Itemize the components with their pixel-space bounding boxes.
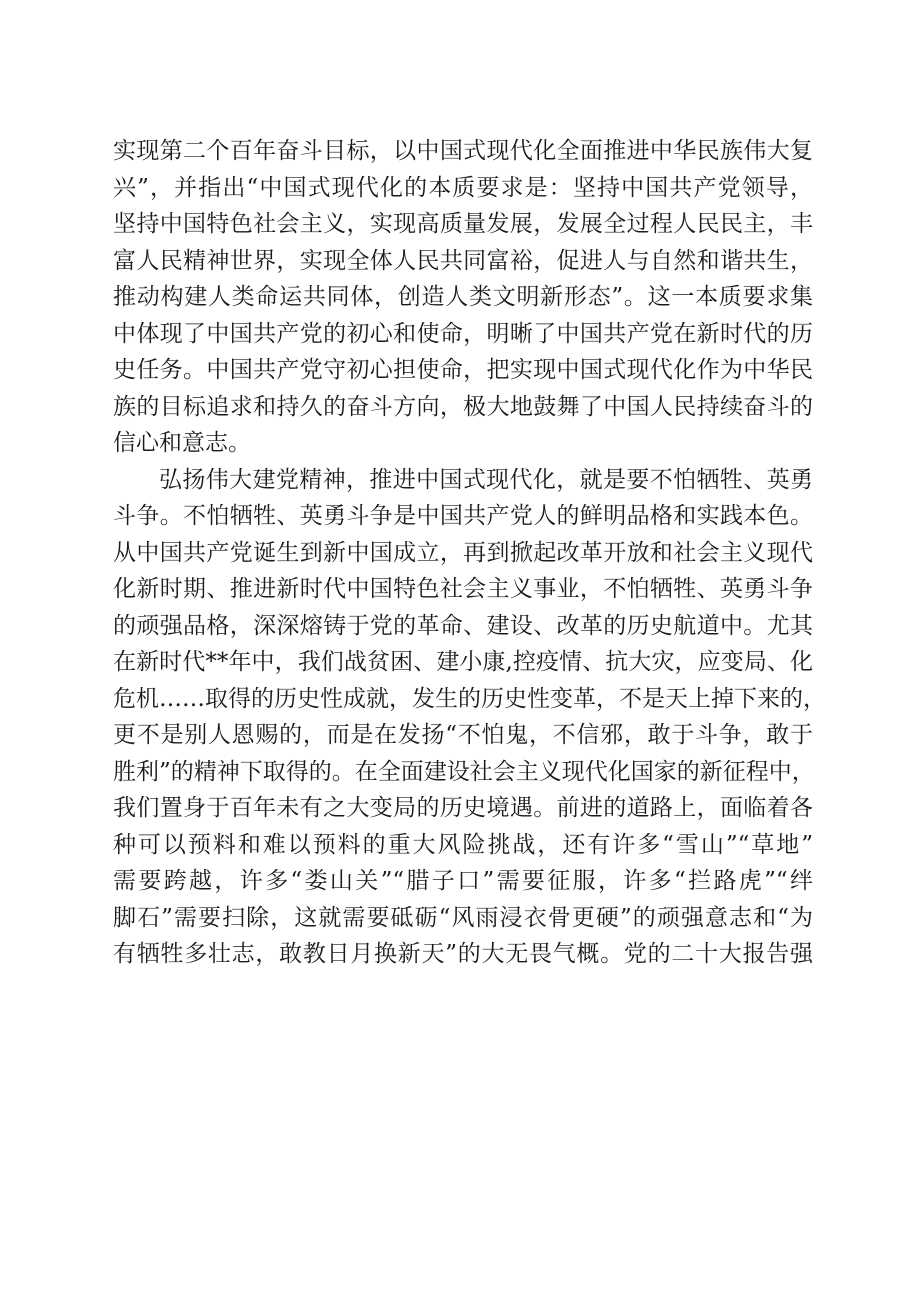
text-line: 推动构建人类命运共同体，创造人类文明新形态”。这一本质要求集	[113, 284, 813, 310]
text-line: 胜利”的精神下取得的。在全面建设社会主义现代化国家的新征程中，	[113, 758, 815, 785]
text-line: 坚持中国特色社会主义，实现高质量发展，发展全过程人民民主，丰	[113, 211, 813, 237]
text-line: 我们置身于百年未有之大变局的历史境遇。前进的道路上，面临着各	[113, 795, 813, 821]
text-line: 更不是别人恩赐的，而是在发扬“不怕鬼，不信邪，敢于斗争，敢于	[113, 722, 813, 748]
body-text	[113, 133, 826, 973]
paragraph-2	[113, 462, 826, 973]
text-line: 从中国共产党诞生到新中国成立，再到掀起改革开放和社会主义现代	[113, 539, 813, 566]
text-line: 有牺牲多壮志，敢教日月换新天”的大无畏气概。党的二十大报告强	[113, 941, 813, 967]
text-line: 族的目标追求和持久的奋斗方向，极大地鼓舞了中国人民持续奋斗的	[113, 393, 813, 420]
text-line: 实现第二个百年奋斗目标，以中国式现代化全面推进中华民族伟大复	[113, 138, 813, 164]
text-line: 种可以预料和难以预料的重大风险挑战，还有许多“雪山”“草地”	[113, 831, 813, 858]
text-line: 信心和意志。	[113, 430, 251, 456]
text-line: 弘扬伟大建党精神，推进中国式现代化，就是要不怕牺牲、英勇	[159, 466, 813, 493]
text-line: 需要跨越，许多“娄山关”“腊子口”需要征服，许多“拦路虎”“绊	[113, 868, 813, 894]
text-line: 在新时代**年中，我们战贫困、建小康,控疫情、抗大灾，应变局、化	[113, 649, 813, 675]
text-line: 富人民精神世界，实现全体人民共同富裕，促进人与自然和谐共生，	[113, 247, 813, 274]
text-line: 兴”，并指出“中国式现代化的本质要求是：坚持中国共产党领导，	[113, 174, 813, 201]
text-line: 斗争。不怕牺牲、英勇斗争是中国共产党人的鲜明品格和实践本色。	[113, 503, 813, 529]
text-line: 脚石”需要扫除，这就需要砥砺“风雨浸衣骨更硬”的顽强意志和“为	[113, 904, 813, 931]
text-line: 化新时期、推进新时代中国特色社会主义事业，不怕牺牲、英勇斗争	[113, 576, 813, 602]
paragraph-1	[113, 133, 813, 462]
text-line: 的顽强品格，深深熔铸于党的革命、建设、改革的历史航道中。尤其	[113, 612, 813, 639]
text-line: 中体现了中国共产党的初心和使命，明晰了中国共产党在新时代的历	[113, 320, 813, 347]
text-line: 史任务。中国共产党守初心担使命，把实现中国式现代化作为中华民	[113, 357, 813, 383]
text-line: 危机……取得的历史性成就，发生的历史性变革，不是天上掉下来的，	[113, 685, 826, 712]
